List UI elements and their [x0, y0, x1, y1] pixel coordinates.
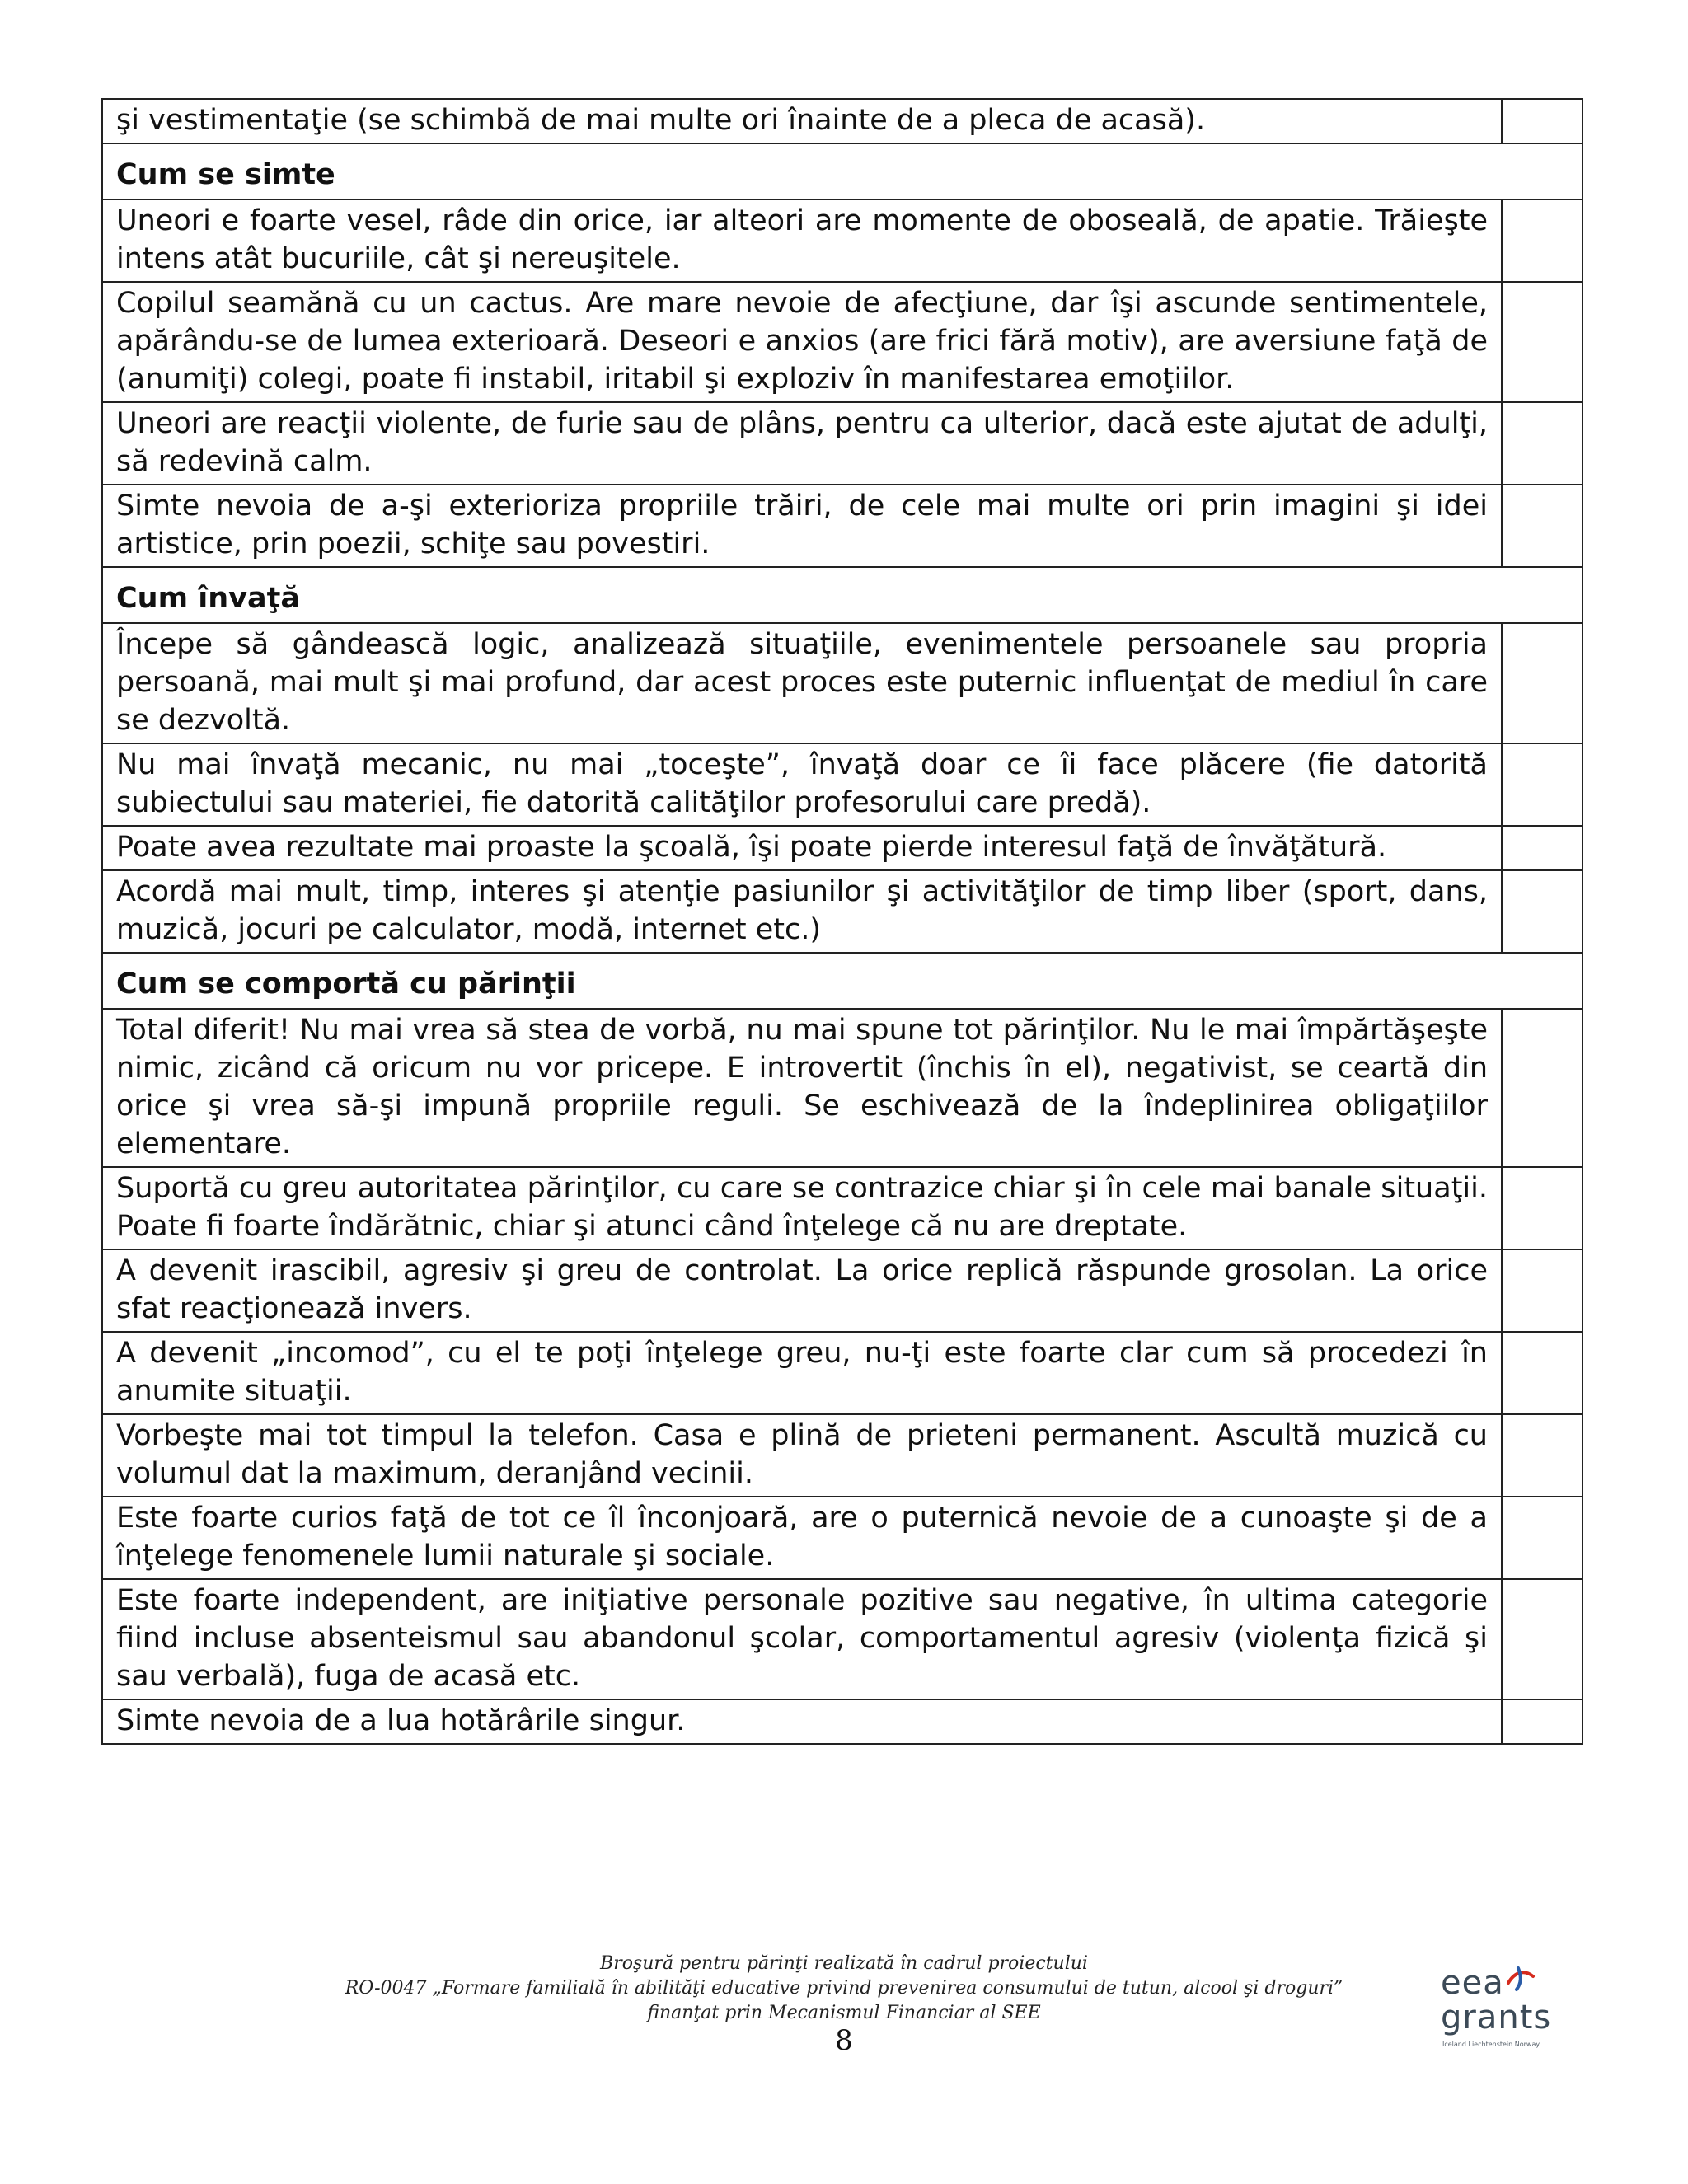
logo-word-eea: eea [1441, 1964, 1504, 2002]
row-text: Simte nevoia de a-şi exterioriza propriile trăiri, de cele mai multe ori prin imagini şi idei artistice, prin poezii, schiţe sau povestiri. [102, 485, 1502, 567]
check-cell[interactable] [1502, 1579, 1582, 1699]
check-cell[interactable] [1502, 199, 1582, 282]
check-cell[interactable] [1502, 826, 1582, 870]
check-cell[interactable] [1502, 1699, 1582, 1744]
row-text: A devenit irascibil, agresiv şi greu de controlat. La orice replică răspunde grosolan. La orice sfat reacţionează invers. [102, 1249, 1502, 1332]
footer-line-3: finanţat prin Mecanismul Financiar al SEE [647, 2003, 1041, 2023]
table-row [102, 870, 1582, 953]
table-row [102, 623, 1582, 743]
table-row [102, 282, 1582, 402]
table-row [102, 199, 1582, 282]
row-text: Copilul seamănă cu un cactus. Are mare nevoie de afecţiune, dar îşi ascunde sentimentele, apărându-se de lumea exterioară. Deseori e anxios (are frici fără motiv), are aversiune faţă de (anumiţi) colegi, poate fi instabil, iritabil şi exploziv în manifestarea emoţiilor. [102, 282, 1502, 402]
section-title: Cum se simte [102, 143, 1582, 199]
row-text: Nu mai învaţă mecanic, nu mai „toceşte”, învaţă doar ce îi face plăcere (fie datorită subiectului sau materiei, fie datorită calităţilor profesorului care predă). [102, 743, 1502, 826]
table-row [102, 1497, 1582, 1579]
check-cell[interactable] [1502, 1167, 1582, 1249]
footer-line-1: Broşură pentru părinţi realizată în cadrul proiectului [600, 1953, 1088, 1974]
section-title: Cum învaţă [102, 567, 1582, 623]
table-row [102, 1009, 1582, 1167]
row-text: Simte nevoia de a lua hotărârile singur. [102, 1699, 1502, 1744]
row-text: şi vestimentaţie (se schimbă de mai multe ori înainte de a pleca de acasă). [102, 99, 1502, 143]
row-text: Vorbeşte mai tot timpul la telefon. Casa e plină de prieteni permanent. Ascultă muzică cu volumul dat la maximum, deranjând vecinii. [102, 1414, 1502, 1497]
section-header-row [102, 953, 1582, 1009]
check-cell[interactable] [1502, 402, 1582, 485]
check-cell[interactable] [1502, 485, 1582, 567]
check-cell[interactable] [1502, 1009, 1582, 1167]
check-cell[interactable] [1502, 282, 1582, 402]
row-text: Suportă cu greu autoritatea părinţilor, cu care se contrazice chiar şi în cele mai banale situaţii. Poate fi foarte îndărătnic, chiar şi atunci când înţelege că nu are dreptate. [102, 1167, 1502, 1249]
footer-line-2: RO-0047 „Formare familială în abilităţi educative privind prevenirea consumului de tutun, alcool şi droguri” [345, 1978, 1343, 1999]
section-header-row [102, 567, 1582, 623]
table-row [102, 1699, 1582, 1744]
table-row [102, 1249, 1582, 1332]
row-text: Poate avea rezultate mai proaste la şcoală, îşi poate pierde interesul faţă de învăţătură. [102, 826, 1502, 870]
row-text: Este foarte curios faţă de tot ce îl înconjoară, are o puternică nevoie de a cunoaşte şi de a înţelege fenomenele lumii naturale şi sociale. [102, 1497, 1502, 1579]
check-cell[interactable] [1502, 1414, 1582, 1497]
check-cell[interactable] [1502, 99, 1582, 143]
table-row [102, 743, 1582, 826]
logo-tagline: Iceland Liechtenstein Norway [1442, 2041, 1540, 2048]
logo-swoosh-icon [1505, 1965, 1538, 1993]
table-row [102, 99, 1582, 143]
footer [0, 1952, 1688, 2026]
row-text: Este foarte independent, are iniţiative personale pozitive sau negative, în ultima categorie fiind incluse absenteismul sau abandonul şcolar, comportamentul agresiv (violenţa fizică şi sau verbală), fuga de acasă etc. [102, 1579, 1502, 1699]
row-text: A devenit „incomod”, cu el te poţi înţelege greu, nu-ţi este foarte clar cum să procedezi în anumite situaţii. [102, 1332, 1502, 1414]
checklist-table [101, 98, 1583, 1745]
table-row [102, 485, 1582, 567]
row-text: Acordă mai mult, timp, interes şi atenţie pasiunilor şi activităţilor de timp liber (sport, dans, muzică, jocuri pe calculator, modă, internet etc.) [102, 870, 1502, 953]
table-row [102, 1579, 1582, 1699]
check-cell[interactable] [1502, 623, 1582, 743]
check-cell[interactable] [1502, 1249, 1582, 1332]
table-row [102, 1332, 1582, 1414]
section-header-row [102, 143, 1582, 199]
table-row [102, 402, 1582, 485]
logo-word-grants: grants [1441, 1999, 1552, 2036]
section-title: Cum se comportă cu părinţii [102, 953, 1582, 1009]
check-cell[interactable] [1502, 1497, 1582, 1579]
row-text: Uneori are reacţii violente, de furie sau de plâns, pentru ca ulterior, dacă este ajutat de adulţi, să redevină calm. [102, 402, 1502, 485]
row-text: Începe să gândească logic, analizează situaţiile, evenimentele persoanele sau propria persoană, mai mult şi mai profund, dar acest proces este puternic influenţat de mediul în care se dezvoltă. [102, 623, 1502, 743]
check-cell[interactable] [1502, 743, 1582, 826]
row-text: Uneori e foarte vesel, râde din orice, iar alteori are momente de oboseală, de apatie. Trăieşte intens atât bucuriile, cât şi nereuşitele. [102, 199, 1502, 282]
check-cell[interactable] [1502, 870, 1582, 953]
table-row [102, 1414, 1582, 1497]
check-cell[interactable] [1502, 1332, 1582, 1414]
table-row [102, 1167, 1582, 1249]
table-row [102, 826, 1582, 870]
page-number: 8 [835, 2024, 853, 2057]
row-text: Total diferit! Nu mai vrea să stea de vorbă, nu mai spune tot părinţilor. Nu le mai împărtăşeşte nimic, zicând că oricum nu vor pricepe. E introvertit (închis în el), negativist, se ceartă din orice şi vrea să-şi impună propriile reguli. Se eschivează de la îndeplinirea obligaţiilor elementare. [102, 1009, 1502, 1167]
eea-grants-logo [1441, 1965, 1564, 2055]
